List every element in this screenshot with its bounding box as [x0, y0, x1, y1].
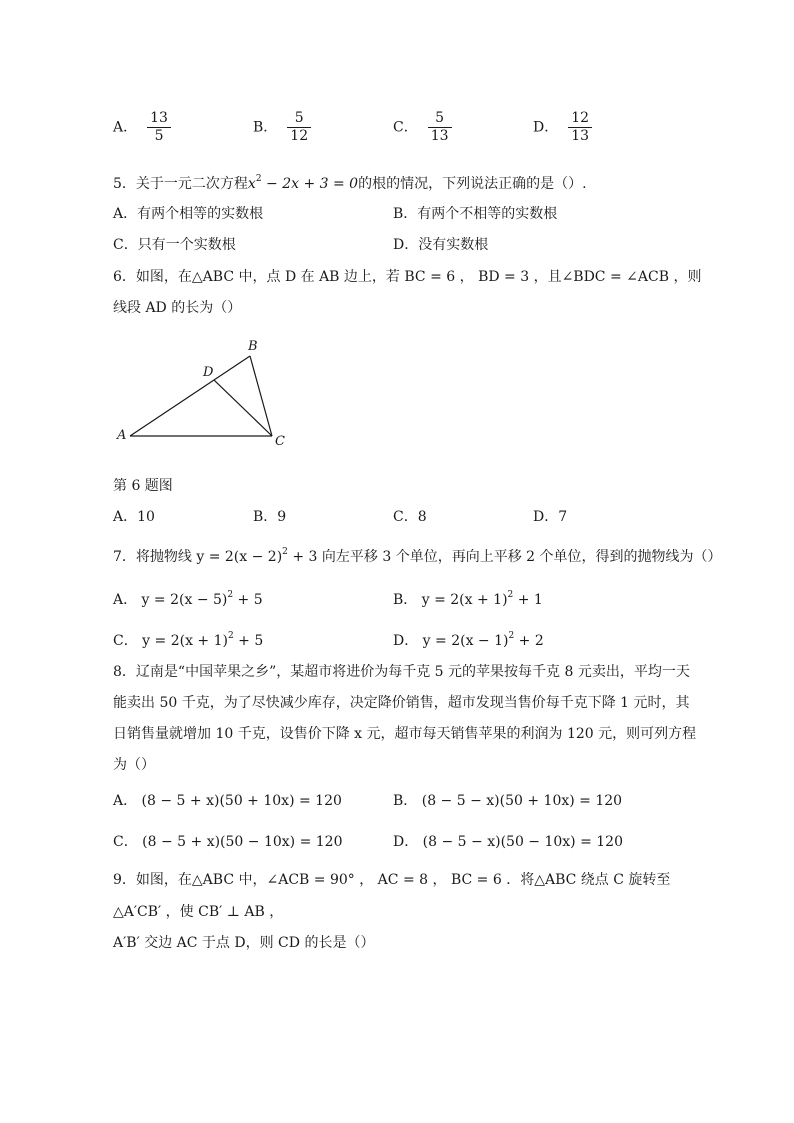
- q7-option-b-tail: + 1: [513, 592, 543, 608]
- q4-option-letter: C．: [393, 119, 418, 136]
- q5-stem-text: 5．关于一元二次方程: [113, 176, 248, 192]
- q5-equation-rest: − 2x + 3 = 0: [261, 176, 359, 192]
- q7-option-d-expr: D． y = 2(x − 1): [393, 633, 509, 649]
- q7-option-d: [393, 626, 544, 651]
- q6-triangle-figure: [110, 335, 300, 455]
- q6-option-c: C．8: [393, 509, 427, 525]
- denominator: 12: [290, 128, 309, 144]
- q9-stem-line3: A′B′ 交边 AC 于点 D，则 CD 的长是（）: [113, 935, 375, 951]
- numerator: 13: [150, 110, 168, 126]
- q9-stem-line1: 9．如图，在△ABC 中，∠ACB = 90° ， AC = 8 ， BC = 6 ．将△ABC 绕点 C 旋转至: [113, 872, 671, 888]
- fraction: [428, 110, 452, 145]
- q6-figure-caption: 第 6 题图: [113, 478, 173, 494]
- exponent: 2: [227, 590, 234, 600]
- q7-option-c-tail: + 5: [233, 633, 264, 649]
- exponent: 2: [227, 631, 234, 641]
- fraction: [568, 110, 592, 145]
- q7-stem-text: 7．将抛物线 y = 2(x − 2): [113, 549, 283, 565]
- q5-option-b: B．有两个不相等的实数根: [393, 206, 558, 222]
- q7-option-c: [113, 626, 263, 651]
- denominator: 13: [430, 128, 449, 144]
- q4-option-letter: A．: [113, 119, 138, 136]
- q4-option-letter: B．: [253, 119, 278, 136]
- numerator: 5: [435, 110, 445, 126]
- q5-option-d: D．没有实数根: [393, 237, 489, 253]
- exponent: 2: [508, 631, 515, 641]
- vertex-label-b: B: [248, 339, 258, 354]
- q7-option-a: [113, 585, 263, 610]
- q7-stem-text-end: + 3 向左平移 3 个单位，再向上平移 2 个单位，得到的抛物线为（）: [287, 549, 722, 565]
- segment-dc: [214, 380, 272, 436]
- q6-stem-line1: 6．如图，在△ABC 中，点 D 在 AB 边上，若 BC = 6 ， BD = 3 ，且∠BDC = ∠ACB ，则: [113, 269, 702, 285]
- q4-option-letter: D．: [533, 119, 559, 136]
- denominator: 5: [154, 128, 164, 144]
- q7-option-b-expr: B． y = 2(x + 1): [393, 592, 508, 608]
- q5-equation-x: x: [247, 176, 256, 192]
- fraction: [287, 110, 311, 145]
- q6-option-d: D．7: [533, 509, 568, 525]
- q8-stem-line1: 8．辽南是“中国苹果之乡”，某超市将进价为每千克 5 元的苹果按每千克 8 元卖出，平均一天: [113, 664, 690, 680]
- q7-option-c-expr: C． y = 2(x + 1): [113, 633, 228, 649]
- segment-bc: [250, 356, 272, 436]
- exponent: 2: [507, 590, 514, 600]
- q5-option-c: C．只有一个实数根: [113, 237, 236, 253]
- q4-option-a: [113, 110, 171, 145]
- fraction: [147, 110, 171, 145]
- q7-option-a-tail: + 5: [233, 592, 263, 608]
- q7-option-b: [393, 585, 543, 610]
- denominator: 13: [571, 128, 590, 144]
- q5-stem: 5．关于一元二次方程$x^2 - 2x + 3 = 0$的根的情况，下列说法正确的是（）.: [113, 174, 587, 192]
- q7-option-a-expr: A． y = 2(x − 5): [113, 592, 228, 608]
- q5-stem-text-end: 的根的情况，下列说法正确的是（）.: [358, 176, 587, 192]
- q8-option-a: A． (8 − 5 + x)(50 + 10x) = 120: [113, 793, 342, 809]
- vertex-label-c: C: [275, 434, 285, 449]
- vertex-label-a: A: [117, 428, 127, 443]
- q8-stem-line4: 为（）: [113, 757, 155, 773]
- vertex-label-d: D: [203, 365, 214, 380]
- segment-ab: [130, 356, 250, 436]
- q7-stem: [113, 542, 722, 567]
- q4-option-b: [253, 110, 311, 145]
- numerator: 5: [294, 110, 304, 126]
- q6-option-a: A．10: [113, 509, 155, 525]
- q5-option-a: A．有两个相等的实数根: [113, 206, 264, 222]
- q8-stem-line2: 能卖出 50 千克，为了尽快减少库存，决定降价销售，超市发现当售价每千克下降 1 元时，其: [113, 695, 690, 711]
- q8-option-b: B． (8 − 5 − x)(50 + 10x) = 120: [393, 793, 623, 809]
- exponent: 2: [282, 547, 288, 557]
- q6-stem-line2: 线段 AD 的长为（）: [113, 300, 242, 316]
- q8-stem-line3: 日销售量就增加 10 千克，设售价下降 x 元，超市每天销售苹果的利润为 120 元，则可列方程: [113, 726, 697, 742]
- q8-option-d: D． (8 − 5 − x)(50 − 10x) = 120: [393, 834, 624, 850]
- q4-option-d: [533, 110, 592, 145]
- numerator: 12: [571, 110, 590, 126]
- q6-option-b: B．9: [253, 509, 287, 525]
- q8-option-c: C． (8 − 5 + x)(50 − 10x) = 120: [113, 834, 343, 850]
- q4-option-c: [393, 110, 452, 145]
- q7-option-d-tail: + 2: [514, 633, 544, 649]
- q9-stem-line2: △A′CB′ ，使 CB′ ⊥ AB ，: [113, 904, 284, 920]
